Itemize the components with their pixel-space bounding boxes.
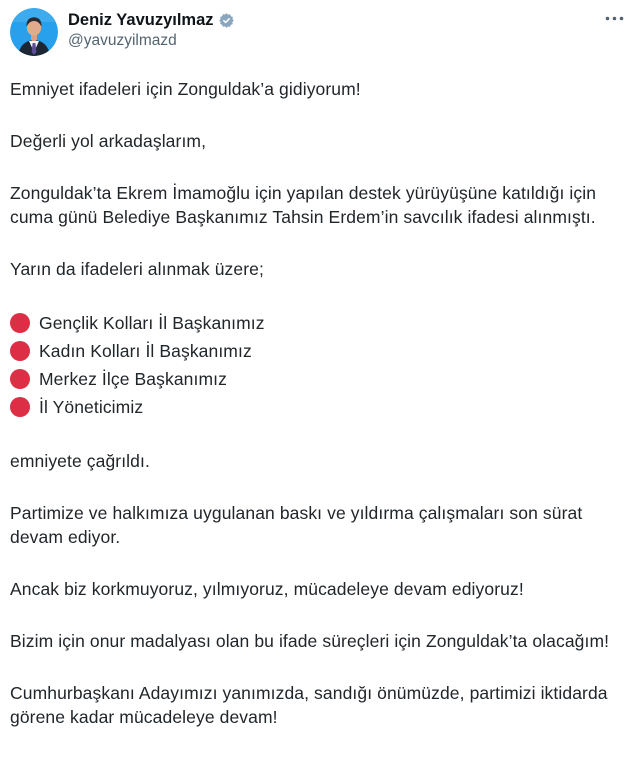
list-item-label: İl Yöneticimiz xyxy=(39,397,144,417)
red-circle-icon xyxy=(10,341,30,361)
user-identity xyxy=(68,8,597,51)
more-options-button[interactable] xyxy=(597,8,626,25)
list-item xyxy=(10,393,626,421)
tweet-paragraph: Yarın da ifadeleri alınmak üzere; xyxy=(10,259,264,279)
list-item-label: Merkez İlçe Başkanımız xyxy=(39,369,227,389)
list-item xyxy=(10,337,626,365)
list-item xyxy=(10,365,626,393)
red-circle-icon xyxy=(10,397,30,417)
tweet-paragraph: Ancak biz korkmuyoruz, yılmıyoruz, mücadeleye devam ediyoruz! xyxy=(10,579,524,599)
tweet-paragraph: Cumhurbaşkanı Adayımızı yanımızda, sandığı önümüzde, partimizi iktidarda görene kadar mücadeleye devam! xyxy=(10,683,608,727)
list-item xyxy=(10,309,626,337)
tweet-bullet-list xyxy=(10,309,626,421)
more-options-icon xyxy=(605,16,624,21)
tweet-paragraph: Partimize ve halkımıza uygulanan baskı ve yıldırma çalışmaları son sürat devam ediyor. xyxy=(10,503,583,547)
display-name[interactable]: Deniz Yavuzyılmaz xyxy=(68,11,214,29)
tweet-body xyxy=(10,77,626,729)
list-item-label: Kadın Kolları İl Başkanımız xyxy=(39,341,252,361)
verified-badge-icon xyxy=(218,12,235,29)
tweet-paragraph: Değerli yol arkadaşlarım, xyxy=(10,131,207,151)
user-handle[interactable]: @yavuzyilmazd xyxy=(68,32,177,49)
tweet-header xyxy=(10,8,626,56)
tweet-paragraph: Bizim için onur madalyası olan bu ifade süreçleri için Zonguldak’ta olacağım! xyxy=(10,631,610,651)
name-row xyxy=(68,10,597,30)
tweet-paragraph: emniyete çağrıldı. xyxy=(10,451,150,471)
red-circle-icon xyxy=(10,369,30,389)
avatar-portrait-icon xyxy=(10,8,58,56)
red-circle-icon xyxy=(10,313,30,333)
tweet-paragraph: Zonguldak’ta Ekrem İmamoğlu için yapılan destek yürüyüşüne katıldığı için cuma günü Belediye Başkanımız Tahsin Erdem’in savcılık ifadesi alınmıştı. xyxy=(10,183,597,227)
list-item-label: Gençlik Kolları İl Başkanımız xyxy=(39,313,265,333)
tweet-paragraph: Emniyet ifadeleri için Zonguldak’a gidiyorum! xyxy=(10,79,361,99)
avatar[interactable] xyxy=(10,8,58,56)
